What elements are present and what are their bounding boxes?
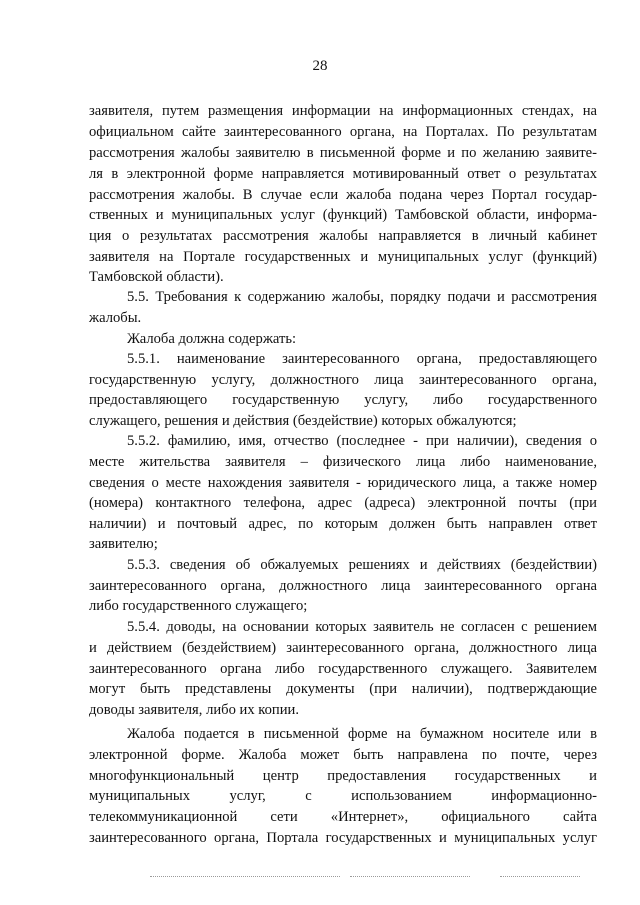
text-line: заявителю; xyxy=(89,536,158,552)
list-item-5-5-2: 5.5.2. фамилию, имя, отчество (последнее - при наличии), сведения о xyxy=(127,433,597,449)
text-line: ция о результатах рассмотрения жалобы направляется в личный кабинет xyxy=(89,228,597,244)
text-line: электронной форме. Жалоба может быть направлена по почте, через xyxy=(89,747,597,763)
footer-dotted-rule xyxy=(150,876,340,877)
list-item-5-5-1: 5.5.1. наименование заинтересованного органа, предоставляющего xyxy=(127,351,597,367)
text-line: государственную услугу, должностного лица заинтересованного органа, xyxy=(89,372,597,388)
text-line: жалобы. xyxy=(89,310,142,326)
text-line: телекоммуникационной сети «Интернет», официального сайта xyxy=(89,809,597,825)
text-line: заявителя на Портале государственных и муниципальных услуг (функций) xyxy=(89,249,597,265)
text-line: служащего, решения и действия (бездействие) которых обжалуются; xyxy=(89,413,517,429)
text-line: официальном сайте заинтересованного органа, на Порталах. По результатам xyxy=(89,124,597,140)
section-heading-5-5: 5.5. Требования к содержанию жалобы, порядку подачи и рассмотрения xyxy=(127,289,597,305)
text-line: заинтересованного органа, Портала государственных и муниципальных услуг xyxy=(89,830,597,846)
text-line: ственных и муниципальных услуг (функций) Тамбовской области, информа- xyxy=(89,207,597,223)
text-line: заявителя, путем размещения информации на информационных стендах, на xyxy=(89,103,597,119)
text-line: доводы заявителя, либо их копии. xyxy=(89,702,300,718)
text-line: заинтересованного органа либо государственного служащего. Заявителем xyxy=(89,661,597,677)
text-line: месте жительства заявителя – физического лица либо наименование, xyxy=(89,454,597,470)
text-line: Тамбовской области). xyxy=(89,269,224,285)
footer-dotted-rule xyxy=(500,876,580,877)
footer-dotted-rule xyxy=(350,876,470,877)
text-line: либо государственного служащего; xyxy=(89,598,308,614)
text-line: ля в электронной форме направляется мотивированный ответ о результатах xyxy=(89,166,597,182)
text-line: предоставляющего государственную услугу, либо государственного xyxy=(89,392,597,408)
list-item-5-5-4: 5.5.4. доводы, на основании которых заявитель не согласен с решением xyxy=(127,619,597,635)
text-line: рассмотрения жалобы заявителю в письменной форме и по желанию заявите- xyxy=(89,145,597,161)
text-line: рассмотрения жалобы. В случае если жалоба подана через Портал государ- xyxy=(89,187,597,203)
text-line: сведения о месте нахождения заявителя - юридического лица, а также номер xyxy=(89,475,597,491)
text-line: заинтересованного органа, должностного лица заинтересованного органа xyxy=(89,578,597,594)
text-line: многофункциональный центр предоставления государственных и xyxy=(89,768,597,784)
paragraph-start: Жалоба подается в письменной форме на бумажном носителе или в xyxy=(127,726,597,742)
text-line: могут быть представлены документы (при наличии), подтверждающие xyxy=(89,681,597,697)
text-line: (номера) контактного телефона, адрес (адреса) электронной почты (при xyxy=(89,495,597,511)
page-number: 28 xyxy=(312,58,328,74)
text-line: Жалоба должна содержать: xyxy=(127,331,297,347)
text-line: и действием (бездействием) заинтересованного органа, должностного лица xyxy=(89,640,597,656)
text-line: муниципальных услуг, с использованием информационно- xyxy=(89,788,597,804)
text-line: наличии) и почтовый адрес, по которым должен быть направлен ответ xyxy=(89,516,597,532)
list-item-5-5-3: 5.5.3. сведения об обжалуемых решениях и действиях (бездействии) xyxy=(127,557,597,573)
